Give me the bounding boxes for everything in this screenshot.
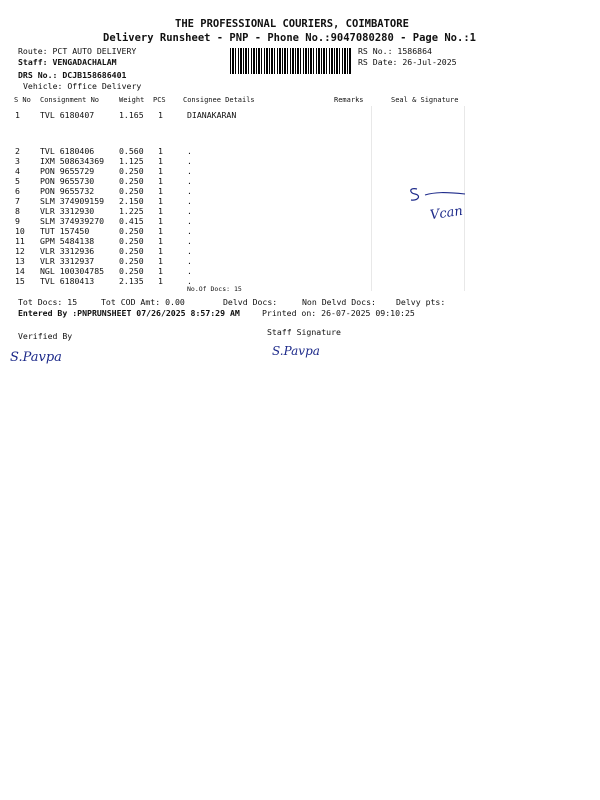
row-pcs: 1 (158, 236, 163, 246)
row-consignment: TVL 6180406 (40, 146, 95, 156)
row-sno: 8 (15, 206, 20, 216)
row-pcs: 1 (158, 156, 163, 166)
table-row (0, 256, 600, 266)
row-consignee: . (187, 276, 192, 286)
row-pcs: 1 (158, 176, 163, 186)
table-row (0, 110, 600, 120)
table-row (0, 156, 600, 166)
table-row (0, 146, 600, 156)
row-sno: 1 (15, 110, 20, 120)
rs-date: RS Date: 26-Jul-2025 (358, 57, 457, 67)
row-sno: 2 (15, 146, 20, 156)
row-sno: 14 (15, 266, 25, 276)
row-pcs: 1 (158, 110, 163, 120)
table-row (0, 236, 600, 246)
row-sno: 13 (15, 256, 25, 266)
row-pcs: 1 (158, 226, 163, 236)
row-consignment: PON 9655732 (40, 186, 95, 196)
table-row (0, 216, 600, 226)
row-sno: 4 (15, 166, 20, 176)
non-delivered-docs: Non Delvd Docs: (302, 297, 376, 307)
col-header-consignee: Consignee Details (183, 96, 255, 104)
staff-signature-label: Staff Signature (267, 327, 341, 337)
barcode-image (230, 48, 352, 74)
row-weight: 1.225 (119, 206, 144, 216)
row-weight: 2.135 (119, 276, 144, 286)
row-consignment: TVL 6180407 (40, 110, 95, 120)
row-consignee: . (187, 206, 192, 216)
row-consignment: VLR 3312930 (40, 206, 95, 216)
row-consignee: . (187, 226, 192, 236)
row-weight: 0.250 (119, 266, 144, 276)
row-weight: 1.125 (119, 156, 144, 166)
row-consignee: . (187, 196, 192, 206)
col-header-seal-signature: Seal & Signature (391, 96, 459, 104)
row-sno: 12 (15, 246, 25, 256)
row-pcs: 1 (158, 216, 163, 226)
total-cod-amount: Tot COD Amt: 0.00 (101, 297, 185, 307)
row-pcs: 1 (158, 246, 163, 256)
row-consignment: PON 9655729 (40, 166, 95, 176)
row-weight: 0.250 (119, 226, 144, 236)
row-weight: 0.560 (119, 146, 144, 156)
vehicle-label: Vehicle: Office Delivery (23, 81, 142, 91)
row-consignment: IXM 508634369 (40, 156, 105, 166)
row-weight: 0.250 (119, 236, 144, 246)
table-row (0, 176, 600, 186)
row-pcs: 1 (158, 196, 163, 206)
row-pcs: 1 (158, 266, 163, 276)
row-sno: 7 (15, 196, 20, 206)
rs-number: RS No.: 1586864 (358, 46, 432, 56)
row-consignee: . (187, 156, 192, 166)
row-consignee: . (187, 176, 192, 186)
delivery-signature-text: Vcan (429, 203, 464, 224)
runsheet-subtitle: Delivery Runsheet - PNP - Phone No.:9047080280 - Page No.:1 (103, 32, 476, 44)
row-weight: 2.150 (119, 196, 144, 206)
row-consignment: TUT 157450 (40, 226, 90, 236)
row-weight: 1.165 (119, 110, 144, 120)
table-row (0, 186, 600, 196)
row-sno: 5 (15, 176, 20, 186)
row-consignment: TVL 6180413 (40, 276, 95, 286)
row-consignment: VLR 3312937 (40, 256, 95, 266)
col-header-remarks: Remarks (334, 96, 364, 104)
company-name: THE PROFESSIONAL COURIERS, COIMBATORE (175, 18, 409, 30)
total-docs: Tot Docs: 15 (18, 297, 78, 307)
row-sno: 15 (15, 276, 25, 286)
row-sno: 3 (15, 156, 20, 166)
row-consignment: SLM 374909159 (40, 196, 105, 206)
row-consignment: SLM 374939270 (40, 216, 105, 226)
delivered-docs: Delvd Docs: (223, 297, 278, 307)
row-weight: 0.250 (119, 166, 144, 176)
col-header-weight: Weight (119, 96, 145, 104)
row-weight: 0.250 (119, 246, 144, 256)
row-weight: 0.250 (119, 186, 144, 196)
row-consignee: . (187, 236, 192, 246)
staff-signature-mark: S.Pavpa (272, 344, 320, 358)
table-row (0, 196, 600, 206)
row-consignment: VLR 3312936 (40, 246, 95, 256)
staff-label: Staff: VENGADACHALAM (18, 57, 117, 67)
row-consignee: . (187, 216, 192, 226)
row-pcs: 1 (158, 276, 163, 286)
row-pcs: 1 (158, 186, 163, 196)
row-pcs: 1 (158, 146, 163, 156)
row-consignee: . (187, 256, 192, 266)
row-consignment: PON 9655730 (40, 176, 95, 186)
col-header-pcs: PCS (153, 96, 166, 104)
row-pcs: 1 (158, 256, 163, 266)
row-consignee: . (187, 186, 192, 196)
no-of-docs: No.Of Docs: 15 (187, 285, 242, 293)
table-row (0, 226, 600, 236)
row-sno: 11 (15, 236, 25, 246)
row-sno: 6 (15, 186, 20, 196)
col-header-consignment: Consignment No (40, 96, 100, 104)
row-weight: 0.415 (119, 216, 144, 226)
verified-by-signature: S.Pavpa (10, 350, 62, 365)
row-weight: 0.250 (119, 256, 144, 266)
table-row (0, 206, 600, 216)
row-sno: 9 (15, 216, 20, 226)
row-consignee: . (187, 246, 192, 256)
table-row (0, 166, 600, 176)
printed-on: Printed on: 26-07-2025 09:10:25 (262, 308, 415, 318)
row-consignee: DIANAKARAN (187, 110, 237, 120)
drs-number: DRS No.: DCJB158686401 (18, 70, 127, 80)
delivery-points: Delvy pts: (396, 297, 446, 307)
row-pcs: 1 (158, 206, 163, 216)
col-header-sno: S No (14, 96, 31, 104)
row-consignment: GPM 5484138 (40, 236, 95, 246)
entered-by: Entered By :PNPRUNSHEET 07/26/2025 8:57:29 AM (18, 308, 240, 318)
table-row (0, 266, 600, 276)
row-consignment: NGL 100304785 (40, 266, 105, 276)
row-pcs: 1 (158, 166, 163, 176)
row-weight: 0.250 (119, 176, 144, 186)
verified-by-label: Verified By (18, 331, 73, 341)
row-sno: 10 (15, 226, 25, 236)
route-label: Route: PCT AUTO DELIVERY (18, 46, 137, 56)
row-consignee: . (187, 166, 192, 176)
row-consignee: . (187, 266, 192, 276)
row-consignee: . (187, 146, 192, 156)
table-row (0, 246, 600, 256)
table-row (0, 276, 600, 286)
